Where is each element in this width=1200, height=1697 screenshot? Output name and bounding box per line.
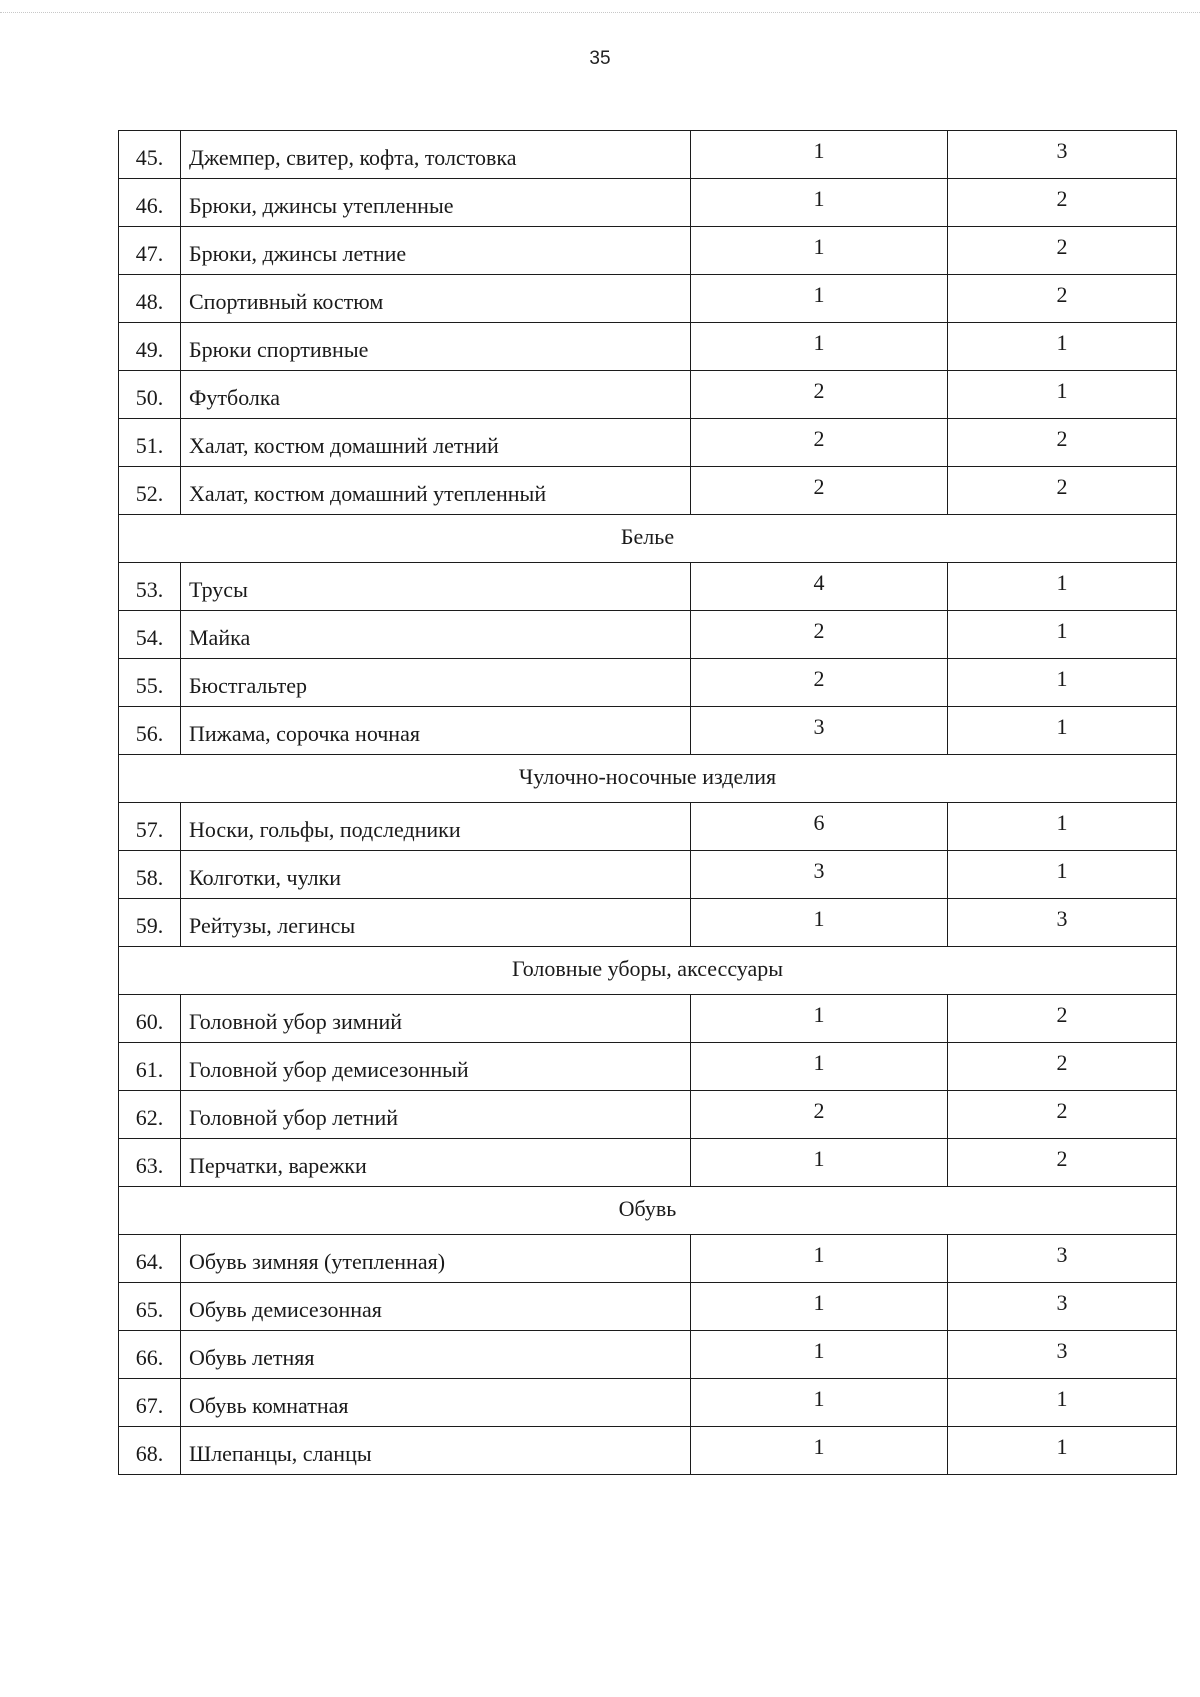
table-row (119, 659, 1177, 707)
item-term: 3 (948, 1331, 1177, 1379)
scan-top-edge (0, 12, 1200, 13)
item-number: 61. (119, 1043, 181, 1091)
table-row (119, 131, 1177, 179)
item-number: 60. (119, 995, 181, 1043)
item-number: 57. (119, 803, 181, 851)
item-term: 3 (948, 1283, 1177, 1331)
item-name: Халат, костюм домашний утепленный (181, 467, 691, 515)
item-term: 2 (948, 275, 1177, 323)
item-quantity: 1 (691, 899, 948, 947)
item-term: 1 (948, 1427, 1177, 1475)
table-row (119, 803, 1177, 851)
item-number: 48. (119, 275, 181, 323)
table-body (119, 131, 1177, 1475)
item-number: 59. (119, 899, 181, 947)
item-term: 3 (948, 131, 1177, 179)
item-term: 3 (948, 899, 1177, 947)
item-term: 2 (948, 467, 1177, 515)
item-number: 63. (119, 1139, 181, 1187)
table-row (119, 611, 1177, 659)
item-name: Обувь комнатная (181, 1379, 691, 1427)
item-number: 58. (119, 851, 181, 899)
table-row (119, 371, 1177, 419)
item-quantity: 4 (691, 563, 948, 611)
item-quantity: 1 (691, 995, 948, 1043)
item-number: 45. (119, 131, 181, 179)
item-name: Рейтузы, легинсы (181, 899, 691, 947)
table-row (119, 179, 1177, 227)
item-term: 1 (948, 803, 1177, 851)
table-row (119, 851, 1177, 899)
item-term: 1 (948, 371, 1177, 419)
item-number: 67. (119, 1379, 181, 1427)
item-number: 53. (119, 563, 181, 611)
item-name: Джемпер, свитер, кофта, толстовка (181, 131, 691, 179)
page-number: 35 (589, 48, 611, 69)
item-name: Майка (181, 611, 691, 659)
item-number: 56. (119, 707, 181, 755)
item-name: Брюки, джинсы летние (181, 227, 691, 275)
section-header-row (119, 515, 1177, 563)
table-row (119, 1091, 1177, 1139)
item-quantity: 2 (691, 467, 948, 515)
item-term: 1 (948, 707, 1177, 755)
table-row (119, 275, 1177, 323)
item-quantity: 2 (691, 611, 948, 659)
item-quantity: 1 (691, 1379, 948, 1427)
item-number: 52. (119, 467, 181, 515)
item-name: Брюки спортивные (181, 323, 691, 371)
item-number: 49. (119, 323, 181, 371)
item-term: 1 (948, 851, 1177, 899)
item-quantity: 1 (691, 323, 948, 371)
section-header-row (119, 1187, 1177, 1235)
table-row (119, 227, 1177, 275)
table-row (119, 1043, 1177, 1091)
section-title: Чулочно-носочные изделия (119, 755, 1177, 803)
table-row (119, 995, 1177, 1043)
table-row (119, 1331, 1177, 1379)
table-row (119, 563, 1177, 611)
item-name: Перчатки, варежки (181, 1139, 691, 1187)
item-name: Головной убор демисезонный (181, 1043, 691, 1091)
item-term: 1 (948, 659, 1177, 707)
item-term: 2 (948, 179, 1177, 227)
item-name: Пижама, сорочка ночная (181, 707, 691, 755)
item-quantity: 2 (691, 419, 948, 467)
item-name: Колготки, чулки (181, 851, 691, 899)
table-row (119, 323, 1177, 371)
item-number: 65. (119, 1283, 181, 1331)
item-term: 2 (948, 1043, 1177, 1091)
item-quantity: 6 (691, 803, 948, 851)
section-title: Белье (119, 515, 1177, 563)
item-quantity: 1 (691, 227, 948, 275)
item-quantity: 1 (691, 1427, 948, 1475)
table-row (119, 1427, 1177, 1475)
table-row (119, 1379, 1177, 1427)
item-number: 51. (119, 419, 181, 467)
table-row (119, 1235, 1177, 1283)
item-term: 1 (948, 323, 1177, 371)
table-row (119, 467, 1177, 515)
item-quantity: 2 (691, 659, 948, 707)
table-row (119, 419, 1177, 467)
item-name: Обувь летняя (181, 1331, 691, 1379)
item-number: 54. (119, 611, 181, 659)
item-name: Головной убор зимний (181, 995, 691, 1043)
item-term: 2 (948, 1091, 1177, 1139)
item-name: Носки, гольфы, подследники (181, 803, 691, 851)
item-term: 3 (948, 1235, 1177, 1283)
item-quantity: 1 (691, 1235, 948, 1283)
section-header-row (119, 947, 1177, 995)
item-term: 1 (948, 611, 1177, 659)
table-row (119, 1139, 1177, 1187)
item-name: Брюки, джинсы утепленные (181, 179, 691, 227)
section-title: Обувь (119, 1187, 1177, 1235)
item-quantity: 1 (691, 1283, 948, 1331)
item-number: 62. (119, 1091, 181, 1139)
item-term: 1 (948, 1379, 1177, 1427)
item-name: Шлепанцы, сланцы (181, 1427, 691, 1475)
item-number: 55. (119, 659, 181, 707)
item-quantity: 2 (691, 1091, 948, 1139)
item-quantity: 2 (691, 371, 948, 419)
item-name: Бюстгальтер (181, 659, 691, 707)
item-quantity: 1 (691, 1043, 948, 1091)
item-term: 1 (948, 563, 1177, 611)
item-name: Спортивный костюм (181, 275, 691, 323)
item-name: Головной убор летний (181, 1091, 691, 1139)
item-name: Халат, костюм домашний летний (181, 419, 691, 467)
table-row (119, 707, 1177, 755)
item-quantity: 1 (691, 1139, 948, 1187)
section-header-row (119, 755, 1177, 803)
item-number: 64. (119, 1235, 181, 1283)
item-quantity: 1 (691, 179, 948, 227)
item-term: 2 (948, 227, 1177, 275)
item-quantity: 1 (691, 1331, 948, 1379)
item-number: 66. (119, 1331, 181, 1379)
table-row (119, 899, 1177, 947)
item-term: 2 (948, 1139, 1177, 1187)
table-row (119, 1283, 1177, 1331)
item-quantity: 1 (691, 275, 948, 323)
item-number: 46. (119, 179, 181, 227)
item-name: Трусы (181, 563, 691, 611)
item-term: 2 (948, 995, 1177, 1043)
clothing-norms-table (118, 130, 1177, 1475)
item-name: Футболка (181, 371, 691, 419)
item-number: 50. (119, 371, 181, 419)
item-quantity: 3 (691, 707, 948, 755)
item-number: 68. (119, 1427, 181, 1475)
section-title: Головные уборы, аксессуары (119, 947, 1177, 995)
item-term: 2 (948, 419, 1177, 467)
item-name: Обувь демисезонная (181, 1283, 691, 1331)
item-name: Обувь зимняя (утепленная) (181, 1235, 691, 1283)
item-quantity: 3 (691, 851, 948, 899)
item-number: 47. (119, 227, 181, 275)
item-quantity: 1 (691, 131, 948, 179)
